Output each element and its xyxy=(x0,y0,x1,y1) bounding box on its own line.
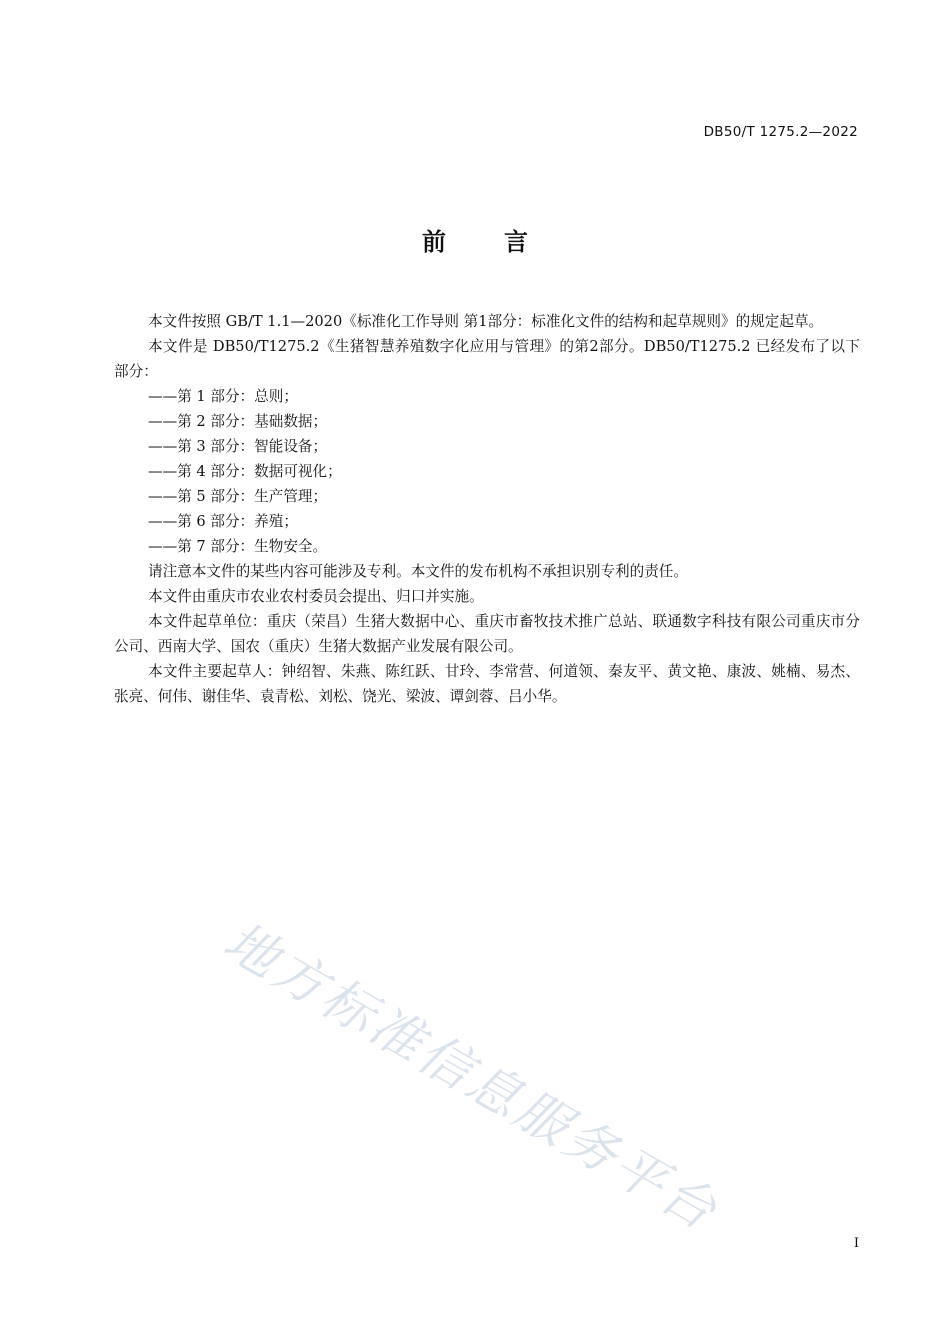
list-item-part-4: ——第 4 部分：数据可视化； xyxy=(148,463,342,480)
list-item-part-7: ——第 7 部分：生物安全。 xyxy=(148,538,328,555)
list-item-part-5: ——第 5 部分：生产管理； xyxy=(148,488,328,505)
list-item-part-2: ——第 2 部分：基础数据； xyxy=(148,413,328,430)
list-item-part-6: ——第 6 部分：养殖； xyxy=(148,513,298,530)
list-item-part-1: ——第 1 部分：总则； xyxy=(148,388,298,405)
paragraph-drafting-rules: 本文件按照 GB/T 1.1—2020《标准化工作导则 第1部分：标准化文件的结构和起草规则》的规定起草。 xyxy=(148,313,824,330)
paragraph-drafting-units: 本文件起草单位：重庆（荣昌）生猪大数据中心、重庆市畜牧技术推广总站、联通数字科技有限公司重庆市分公司、西南大学、国农（重庆）生猪大数据产业发展有限公司。 xyxy=(114,613,860,655)
list-item-part-3: ——第 3 部分：智能设备； xyxy=(148,438,328,455)
page-number: I xyxy=(853,1236,859,1251)
paragraph-part-info: 本文件是 DB50/T1275.2《生猪智慧养殖数字化应用与管理》的第2部分。DB50/T1275.2 已经发布了以下部分： xyxy=(114,338,860,380)
page-title: 前言 xyxy=(422,228,586,256)
document-body xyxy=(114,309,860,709)
paragraph-patent-notice: 请注意本文件的某些内容可能涉及专利。本文件的发布机构不承担识别专利的责任。 xyxy=(148,563,688,580)
document-code: DB50/T 1275.2—2022 xyxy=(703,124,858,140)
paragraph-proposer: 本文件由重庆市农业农村委员会提出、归口并实施。 xyxy=(148,588,484,605)
paragraph-drafters: 本文件主要起草人：钟绍智、朱燕、陈红跃、甘玲、李常营、何道领、秦友平、黄文艳、康波、姚楠、易杰、张亮、何伟、谢佳华、袁青松、刘松、饶光、梁波、谭剑蓉、吕小华。 xyxy=(114,663,860,705)
watermark: 地方标准信息服务平台 xyxy=(213,911,729,1244)
